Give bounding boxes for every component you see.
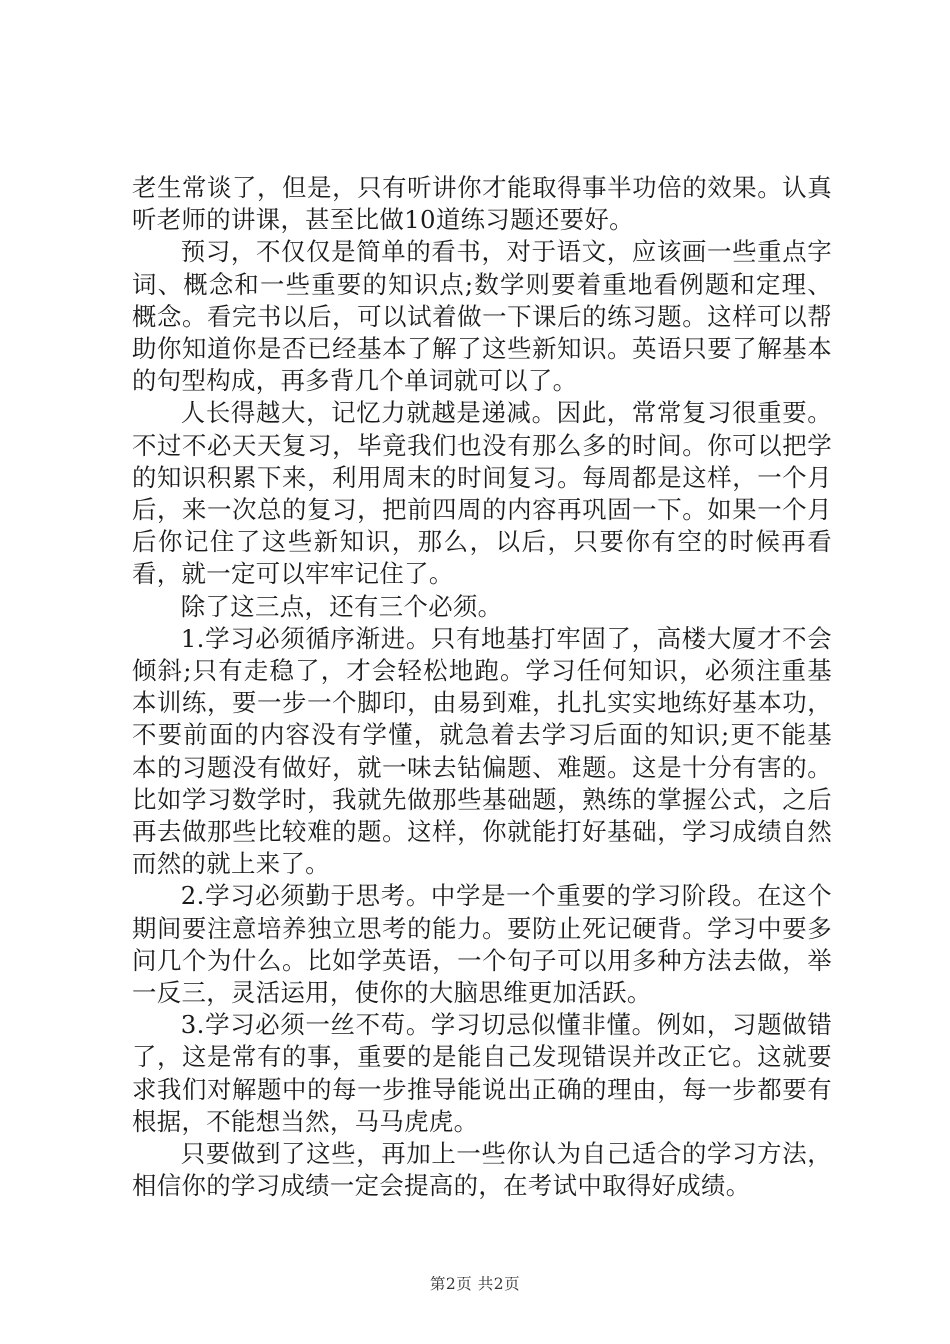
paragraph-three-musts-intro: 除了这三点，还有三个必须。 bbox=[180, 591, 503, 621]
paragraph-continuation: 老生常谈了，但是，只有听讲你才能取得事半功倍的效果。认真听老师的讲课，甚至比做10道练习题还要好。 bbox=[132, 173, 832, 235]
paragraph-must-1: 1.学习必须循序渐进。只有地基打牢固了，高楼大厦才不会倾斜;只有走稳了，才会轻松地跑。学习任何知识，必须注重基本训练，要一步一个脚印，由易到难，扎扎实实地练好基本功，不要前面的内容没有学懂，就急着去学习后面的知识;更不能基本的习题没有做好，就一味去钻偏题、难题。这是十分有害的。比如学习数学时，我就先做那些基础题，熟练的掌握公式，之后再去做那些比较难的题。这样，你就能打好基础，学习成绩自然而然的就上来了。 bbox=[132, 623, 832, 879]
document-body bbox=[132, 172, 832, 1203]
paragraph-must-2: 2.学习必须勤于思考。中学是一个重要的学习阶段。在这个期间要注意培养独立思考的能力。要防止死记硬背。学习中要多问几个为什么。比如学英语，一个句子可以用多种方法去做，举一反三，灵活运用，使你的大脑思维更加活跃。 bbox=[132, 881, 832, 1008]
paragraph-review: 人长得越大，记忆力就越是递减。因此，常常复习很重要。不过不必天天复习，毕竟我们也没有那么多的时间。你可以把学的知识积累下来，利用周末的时间复习。每周都是这样，一个月后，来一次总的复习，把前四周的内容再巩固一下。如果一个月后你记住了这些新知识，那么，以后，只要你有空的时候再看看，就一定可以牢牢记住了。 bbox=[132, 398, 832, 589]
page-number-footer: 第2页 共2页 bbox=[429, 1275, 521, 1293]
paragraph-preview: 预习，不仅仅是简单的看书，对于语文，应该画一些重点字词、概念和一些重要的知识点;数学则要着重地看例题和定理、概念。看完书以后，可以试着做一下课后的练习题。这样可以帮助你知道你是否已经基本了解了这些新知识。英语只要了解基本的句型构成，再多背几个单词就可以了。 bbox=[132, 237, 832, 396]
paragraph-must-3: 3.学习必须一丝不苟。学习切忌似懂非懂。例如，习题做错了，这是常有的事，重要的是能自己发现错误并改正它。这就要求我们对解题中的每一步推导能说出正确的理由，每一步都要有根据，不能想当然，马马虎虎。 bbox=[132, 1010, 832, 1136]
paragraph-conclusion: 只要做到了这些，再加上一些你认为自己适合的学习方法，相信你的学习成绩一定会提高的，在考试中取得好成绩。 bbox=[132, 1139, 832, 1201]
